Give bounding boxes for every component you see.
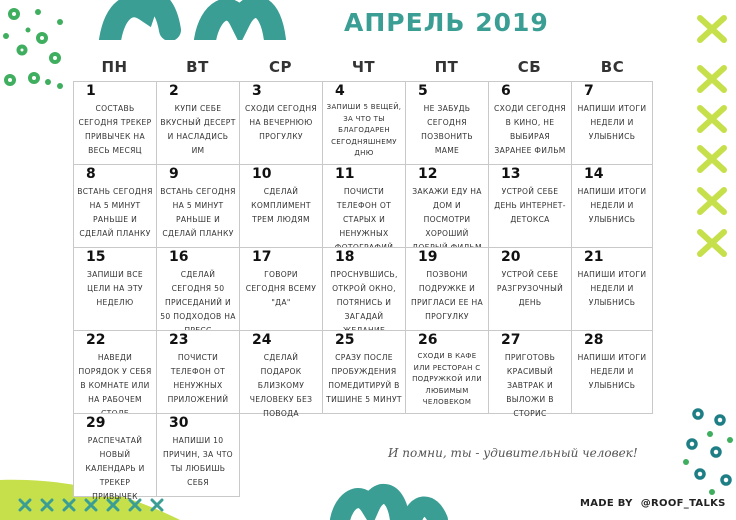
calendar-title: АПРЕЛЬ 2019	[344, 8, 549, 37]
day-number: 11	[335, 166, 355, 182]
brush-strokes-top	[90, 0, 290, 40]
day-cell	[488, 330, 572, 418]
day-task: ПОЧИСТИ ТЕЛЕФОН ОТ НЕНУЖНЫХ ПРИЛОЖЕНИЙ	[167, 353, 229, 404]
day-number: 17	[252, 249, 272, 265]
day-number: 3	[252, 83, 262, 99]
day-number: 1	[86, 83, 96, 99]
day-task: ПОЗВОНИ ПОДРУЖКЕ И ПРИГЛАСИ ЕЕ НА ПРОГУЛКУ	[410, 270, 484, 321]
dots-bottom-right	[680, 400, 736, 500]
day-task: ЗАКАЖИ ЕДУ НА ДОМ И ПОСМОТРИ ХОРОШИЙ	[412, 187, 482, 238]
day-cell	[488, 81, 572, 165]
weekday-thu: ЧТ	[351, 58, 376, 76]
day-task: ПРОСНУВШИСЬ, ОТКРОЙ ОКНО, ПОТЯНИСЬ И ЗАГАДАЙ	[330, 270, 398, 321]
day-cell	[156, 330, 240, 414]
weekday-mon: ПН	[101, 58, 128, 76]
day-cell	[571, 247, 653, 331]
weekday-tue: ВТ	[186, 58, 209, 76]
credit	[580, 498, 726, 509]
day-cell	[73, 413, 157, 501]
day-cell	[73, 164, 157, 248]
day-cell	[239, 247, 323, 331]
day-task: ПРИГОТОВЬ КРАСИВЫЙ ЗАВТРАК И ВЫЛОЖИ В СТОРИС	[504, 353, 556, 418]
day-number: 4	[335, 83, 345, 99]
day-cell	[405, 330, 489, 414]
day-cell	[405, 247, 489, 331]
footer-note: И помни, ты - удивительный человек!	[388, 446, 638, 460]
weekday-sun: ВС	[600, 58, 625, 76]
day-number: 23	[169, 332, 189, 348]
weekday-header-row	[73, 58, 653, 82]
day-task: СХОДИ СЕГОДНЯ В КИНО, НЕ ВЫБИРАЯ ЗАРАНЕЕ ФИЛЬМ	[493, 104, 567, 155]
day-number: 20	[501, 249, 521, 265]
day-number: 15	[86, 249, 106, 265]
day-number: 24	[252, 332, 272, 348]
day-task: ПОЧИСТИ ТЕЛЕФОН ОТ СТАРЫХ И НЕНУЖНЫХ	[336, 187, 392, 238]
day-task: СОСТАВЬ СЕГОДНЯ ТРЕКЕР ПРИВЫЧЕК НА ВЕСЬ МЕСЯЦ	[78, 104, 152, 155]
day-task: КУПИ СЕБЕ ВКУСНЫЙ ДЕСЕРТ И НАСЛАДИСЬ ИМ	[160, 104, 236, 155]
day-task: ЗАПИШИ 5 ВЕЩЕЙ, ЗА ЧТО ТЫ БЛАГОДАРЕН СЕГОДНЯШНЕМУ ДНЮ	[326, 103, 402, 157]
day-task: НАПИШИ ИТОГИ НЕДЕЛИ И УЛЫБНИСЬ	[577, 104, 647, 141]
day-number: 9	[169, 166, 179, 182]
day-task: ЗАПИШИ ВСЕ ЦЕЛИ НА ЭТУ НЕДЕЛЮ	[87, 270, 143, 307]
day-cell	[239, 81, 323, 165]
day-number: 29	[86, 415, 106, 431]
author-handle: @ROOF_TALKS	[640, 498, 726, 509]
day-task: СРАЗУ ПОСЛЕ ПРОБУЖДЕНИЯ ПОМЕДИТИРУЙ В ТИШИНЕ 5 МИНУТ	[326, 353, 402, 404]
day-number: 22	[86, 332, 106, 348]
day-cell	[405, 81, 489, 165]
day-cell	[571, 164, 653, 248]
day-number: 10	[252, 166, 272, 182]
day-number: 2	[169, 83, 179, 99]
day-cell	[571, 330, 653, 414]
day-cell	[239, 164, 323, 248]
day-number: 27	[501, 332, 521, 348]
day-number: 16	[169, 249, 189, 265]
day-task: СХОДИ В КАФЕ ИЛИ РЕСТОРАН С ПОДРУЖКОЙ ИЛИ ЛЮБИМЫМ ЧЕЛОВЕКОМ	[412, 352, 482, 406]
day-cell	[322, 330, 406, 414]
x-marks-right	[694, 10, 734, 270]
day-number: 25	[335, 332, 355, 348]
day-cell	[571, 81, 653, 165]
day-task: ВСТАНЬ СЕГОДНЯ НА 5 МИНУТ РАНЬШЕ И СДЕЛАЙ ПЛАНКУ	[77, 187, 153, 238]
day-task: НЕ ЗАБУДЬ СЕГОДНЯ ПОЗВОНИТЬ МАМЕ	[421, 104, 473, 155]
day-cell	[239, 330, 323, 418]
day-task: НАПИШИ ИТОГИ НЕДЕЛИ И УЛЫБНИСЬ	[577, 353, 647, 390]
day-task: СДЕЛАЙ КОМПЛИМЕНТ ТРЕМ ЛЮДЯМ	[251, 187, 311, 224]
day-number: 12	[418, 166, 438, 182]
dots-top-left	[0, 0, 75, 100]
day-task: СДЕЛАЙ ПОДАРОК БЛИЗКОМУ ЧЕЛОВЕКУ БЕЗ ПОВОДА	[249, 353, 313, 418]
day-number: 26	[418, 332, 438, 348]
day-number: 21	[584, 249, 604, 265]
day-cell	[322, 164, 406, 248]
day-task: ГОВОРИ СЕГОДНЯ ВСЕМУ "ДА"	[245, 270, 317, 307]
day-task: СХОДИ СЕГОДНЯ НА ВЕЧЕРНЮЮ ПРОГУЛКУ	[244, 104, 318, 141]
day-number: 5	[418, 83, 428, 99]
day-cell	[156, 247, 240, 331]
day-number: 28	[584, 332, 604, 348]
day-task: СДЕЛАЙ СЕГОДНЯ 50 ПРИСЕДАНИЙ И 50 ПОДХОДОВ НА	[160, 270, 236, 321]
day-task: ВСТАНЬ СЕГОДНЯ НА 5 МИНУТ РАНЬШЕ И СДЕЛАЙ ПЛАНКУ	[160, 187, 236, 238]
day-number: 14	[584, 166, 604, 182]
day-cell	[322, 247, 406, 331]
day-task: НАВЕДИ ПОРЯДОК У СЕБЯ В КОМНАТЕ ИЛИ НА РАБОЧЕМ	[78, 353, 152, 404]
day-cell	[73, 330, 157, 414]
day-number: 18	[335, 249, 355, 265]
made-by-label: MADE BY	[580, 498, 633, 509]
day-cell	[488, 164, 572, 248]
weekday-wed: СР	[268, 58, 292, 76]
day-task: РАСПЕЧАТАЙ НОВЫЙ КАЛЕНДАРЬ И ТРЕКЕР ПРИВЫЧЕК	[85, 436, 145, 501]
day-cell	[405, 164, 489, 248]
day-cell	[73, 81, 157, 165]
weekday-sat: СБ	[517, 58, 542, 76]
day-number: 13	[501, 166, 521, 182]
day-task: УСТРОЙ СЕБЕ РАЗГРУЗОЧНЫЙ ДЕНЬ	[496, 270, 564, 307]
weekday-fri: ПТ	[434, 58, 459, 76]
day-cell	[156, 81, 240, 165]
day-cell	[156, 164, 240, 248]
day-task: УСТРОЙ СЕБЕ ДЕНЬ ИНТЕРНЕТ-ДЕТОКСА	[494, 187, 566, 224]
day-task: НАПИШИ 10 ПРИЧИН, ЗА ЧТО ТЫ ЛЮБИШЬ СЕБЯ	[163, 436, 233, 487]
day-number: 30	[169, 415, 189, 431]
day-cell	[322, 81, 406, 165]
day-task: НАПИШИ ИТОГИ НЕДЕЛИ И УЛЫБНИСЬ	[577, 187, 647, 224]
calendar-grid	[73, 81, 653, 501]
day-number: 8	[86, 166, 96, 182]
day-number: 7	[584, 83, 594, 99]
day-task: НАПИШИ ИТОГИ НЕДЕЛИ И УЛЫБНИСЬ	[577, 270, 647, 307]
day-cell	[488, 247, 572, 331]
day-number: 6	[501, 83, 511, 99]
day-cell	[156, 413, 240, 497]
day-cell	[73, 247, 157, 331]
day-number: 19	[418, 249, 438, 265]
